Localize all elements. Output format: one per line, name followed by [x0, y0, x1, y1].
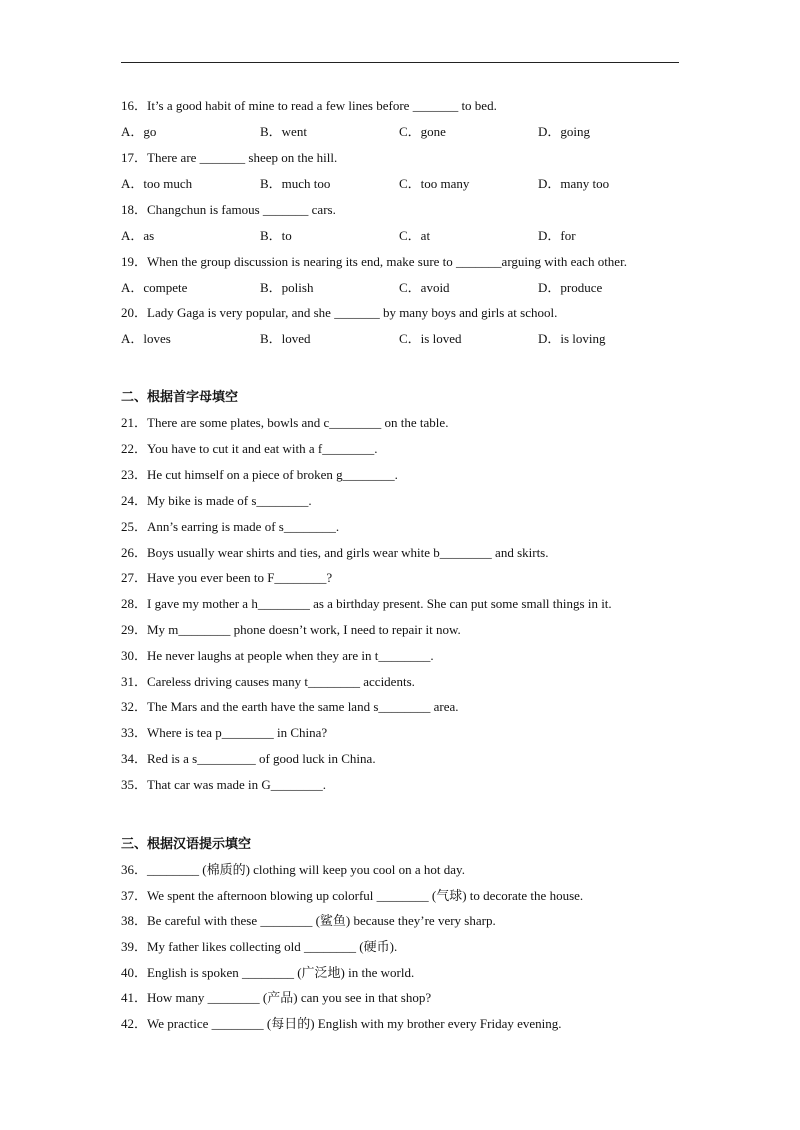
option-18-b: B．to	[260, 228, 292, 243]
option-17-a: A．too much	[121, 176, 193, 191]
item-38: 38．Be careful with these ________ (鲨鱼) because they’re very sharp.	[121, 913, 496, 928]
item-32: 32．The Mars and the earth have the same land s________ area.	[121, 699, 459, 714]
header-rule	[121, 62, 679, 63]
option-16-b: B．went	[260, 124, 307, 139]
item-41: 41．How many ________ (产品) can you see in that shop?	[121, 990, 432, 1005]
question-17: 17．There are _______ sheep on the hill.	[121, 150, 338, 165]
item-30: 30．He never laughs at people when they are in t________.	[121, 648, 434, 663]
item-34: 34．Red is a s_________ of good luck in China.	[121, 751, 376, 766]
item-28: 28．I gave my mother a h________ as a birthday present. She can put some small things in it.	[121, 596, 612, 611]
question-16: 16．It’s a good habit of mine to read a few lines before _______ to bed.	[121, 98, 497, 113]
option-19-b: B．polish	[260, 280, 314, 295]
option-19-d: D．produce	[538, 280, 603, 295]
item-21: 21．There are some plates, bowls and c________ on the table.	[121, 415, 449, 430]
option-20-d: D．is loving	[538, 331, 606, 346]
option-18-a: A．as	[121, 228, 155, 243]
item-37: 37．We spent the afternoon blowing up colorful ________ (气球) to decorate the house.	[121, 888, 584, 903]
item-26: 26．Boys usually wear shirts and ties, and girls wear white b________ and skirts.	[121, 545, 549, 560]
option-20-a: A．loves	[121, 331, 171, 346]
item-33: 33．Where is tea p________ in China?	[121, 725, 328, 740]
question-20: 20．Lady Gaga is very popular, and she _______ by many boys and girls at school.	[121, 305, 558, 320]
item-24: 24．My bike is made of s________.	[121, 493, 312, 508]
option-20-b: B．loved	[260, 331, 311, 346]
option-17-c: C．too many	[399, 176, 470, 191]
item-40: 40．English is spoken ________ (广泛地) in the world.	[121, 965, 415, 980]
item-29: 29．My m________ phone doesn’t work, I need to repair it now.	[121, 622, 461, 637]
section-3-heading: 三、根据汉语提示填空	[121, 837, 252, 852]
option-17-b: B．much too	[260, 176, 331, 191]
option-20-c: C．is loved	[399, 331, 462, 346]
item-39: 39．My father likes collecting old ________ (硬币).	[121, 939, 398, 954]
item-22: 22．You have to cut it and eat with a f________.	[121, 441, 378, 456]
option-18-d: D．for	[538, 228, 576, 243]
section-2-heading: 二、根据首字母填空	[121, 390, 239, 405]
option-19-a: A．compete	[121, 280, 188, 295]
question-18: 18．Changchun is famous _______ cars.	[121, 202, 336, 217]
item-23: 23．He cut himself on a piece of broken g________.	[121, 467, 398, 482]
option-16-d: D．going	[538, 124, 591, 139]
option-19-c: C．avoid	[399, 280, 450, 295]
option-16-a: A．go	[121, 124, 157, 139]
option-18-c: C．at	[399, 228, 431, 243]
item-42: 42．We practice ________ (每日的) English with my brother every Friday evening.	[121, 1016, 562, 1031]
question-19: 19．When the group discussion is nearing its end, make sure to _______arguing with each other.	[121, 254, 627, 269]
item-35: 35．That car was made in G________.	[121, 777, 327, 792]
item-25: 25．Ann’s earring is made of s________.	[121, 519, 340, 534]
option-17-d: D．many too	[538, 176, 610, 191]
item-27: 27．Have you ever been to F________?	[121, 570, 333, 585]
item-36: 36．________ (棉质的) clothing will keep you cool on a hot day.	[121, 862, 465, 877]
item-31: 31．Careless driving causes many t________ accidents.	[121, 674, 415, 689]
option-16-c: C．gone	[399, 124, 446, 139]
